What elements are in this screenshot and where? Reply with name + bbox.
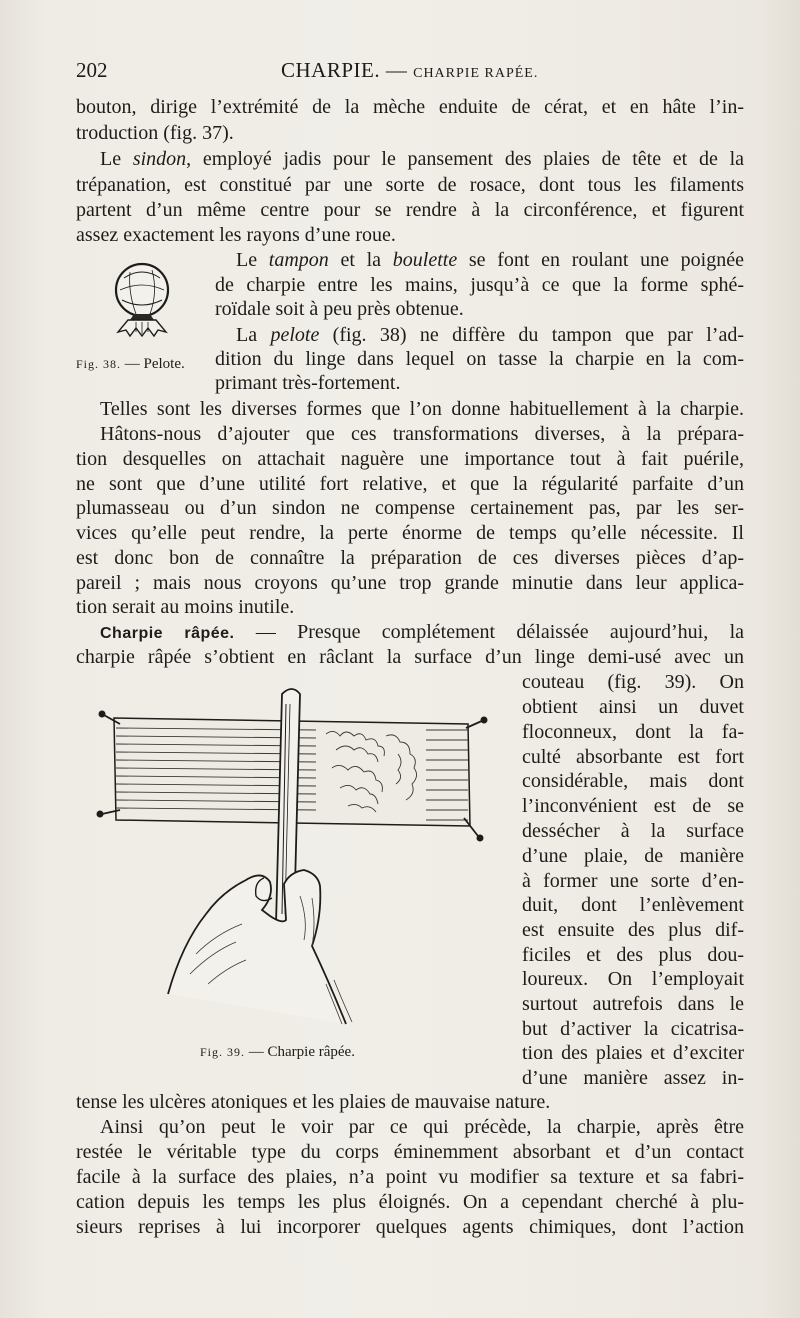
text-line: partent d’un même centre pour se rendre à la circonférence, et figurent xyxy=(76,199,744,221)
text-line: roïdale soit à peu près obtenue. xyxy=(215,298,464,320)
text-line: couteau (fig. 39). On xyxy=(522,671,744,693)
text-line: floconneux, dont la fa- xyxy=(522,721,744,743)
figure-38-pelote xyxy=(100,258,186,342)
text-line: ficiles et des plus dou- xyxy=(522,944,744,966)
text-line: culté absorbante est fort xyxy=(522,746,744,768)
text-line: dessécher à la surface xyxy=(522,820,744,842)
text-line: Le tampon et la boulette se font en roulant une poignée xyxy=(236,249,744,271)
text-line: d’une manière assez in- xyxy=(522,1067,744,1089)
text-line: l’inconvénient est de se xyxy=(522,795,744,817)
text-line: considérable, mais dont xyxy=(522,770,744,792)
text-line: bouton, dirige l’extrémité de la mèche enduite de cérat, et en hâte l’in- xyxy=(76,96,744,118)
text-line: tion serait au moins inutile. xyxy=(76,596,295,618)
section-heading-line: Charpie râpée. — Presque complétement délaissée aujourd’hui, la xyxy=(100,621,744,643)
text-line: primant très-fortement. xyxy=(215,372,401,394)
text-line: dition du linge dans lequel on tasse la charpie en la com- xyxy=(215,348,744,370)
text-line: cation depuis les temps les plus éloignés. On a cependant cherché à plu- xyxy=(76,1191,744,1213)
text-line: surtout autrefois dans le xyxy=(522,993,744,1015)
text-line: sieurs reprises à lui incorporer quelques agents chimiques, dont l’action xyxy=(76,1216,744,1238)
text-line: d’une plaie, de manière xyxy=(522,845,744,867)
text-line: Le sindon, employé jadis pour le pansement des plaies de tête et de la xyxy=(100,148,745,170)
figure-38-caption: Fig. 38. — Pelote. xyxy=(76,356,185,372)
text-line: obtient ainsi un duvet xyxy=(522,696,744,718)
text-line: facile à la surface des plaies, n’a point vu modifier sa texture et sa fabri- xyxy=(76,1166,744,1188)
text-line: plumasseau ou d’un sindon ne compense certainement pas, par les ser- xyxy=(76,497,744,519)
figure-39-charpie-rapee xyxy=(86,684,496,1036)
running-head: CHARPIE. — CHARPIE RAPÉE. xyxy=(281,58,539,82)
text-line: de charpie entre les mains, jusqu’à ce que la forme sphé- xyxy=(215,274,744,296)
text-line: Telles sont les diverses formes que l’on donne habituellement à la charpie. xyxy=(100,398,744,420)
text-line: vices qu’elle peut rendre, la perte énorme de temps qu’elle nécessite. Il xyxy=(76,522,744,544)
page-number: 202 xyxy=(76,58,108,82)
text-line: Hâtons-nous d’ajouter que ces transformations diverses, à la prépara- xyxy=(100,423,744,445)
text-line: pareil ; mais nous croyons qu’une trop grande minutie dans leur applica- xyxy=(76,572,744,594)
text-line: trépanation, est constitué par une sorte de rosace, dont tous les filaments xyxy=(76,174,744,196)
text-line: troduction (fig. 37). xyxy=(76,122,234,144)
text-line: but d’activer la cicatrisa- xyxy=(522,1018,744,1040)
page-header xyxy=(76,58,744,88)
text-line: ne sont que d’une utilité fort relative, et que la régularité parfaite d’un xyxy=(76,473,744,495)
figure-39-caption: Fig. 39. — Charpie râpée. xyxy=(200,1044,355,1060)
text-line: assez exactement les rayons d’une roue. xyxy=(76,224,396,246)
text-line: tion des plaies et d’exciter xyxy=(522,1042,744,1064)
text-line: est ensuite des plus dif- xyxy=(522,919,744,941)
text-line: duit, dont l’enlèvement xyxy=(522,894,744,916)
text-line: charpie râpée s’obtient en râclant la surface d’un linge demi-usé avec un xyxy=(76,646,744,668)
text-line: loureux. On l’employait xyxy=(522,968,744,990)
text-line: restée le véritable type du corps éminemment absorbant et d’un contact xyxy=(76,1141,744,1163)
text-line: est donc bon de connaître la préparation de ces diverses pièces d’ap- xyxy=(76,547,744,569)
section-heading: Charpie râpée. xyxy=(100,625,235,642)
text-line: La pelote (fig. 38) ne diffère du tampon que par l’ad- xyxy=(236,324,744,346)
text-line: tense les ulcères atoniques et les plaies de mauvaise nature. xyxy=(76,1091,551,1113)
text-line: Ainsi qu’on peut le voir par ce qui précède, la charpie, après être xyxy=(100,1116,744,1138)
text-line: tion desquelles on attachait naguère une importance tout à fait puérile, xyxy=(76,448,744,470)
text-line: à former une sorte d’en- xyxy=(522,870,744,892)
